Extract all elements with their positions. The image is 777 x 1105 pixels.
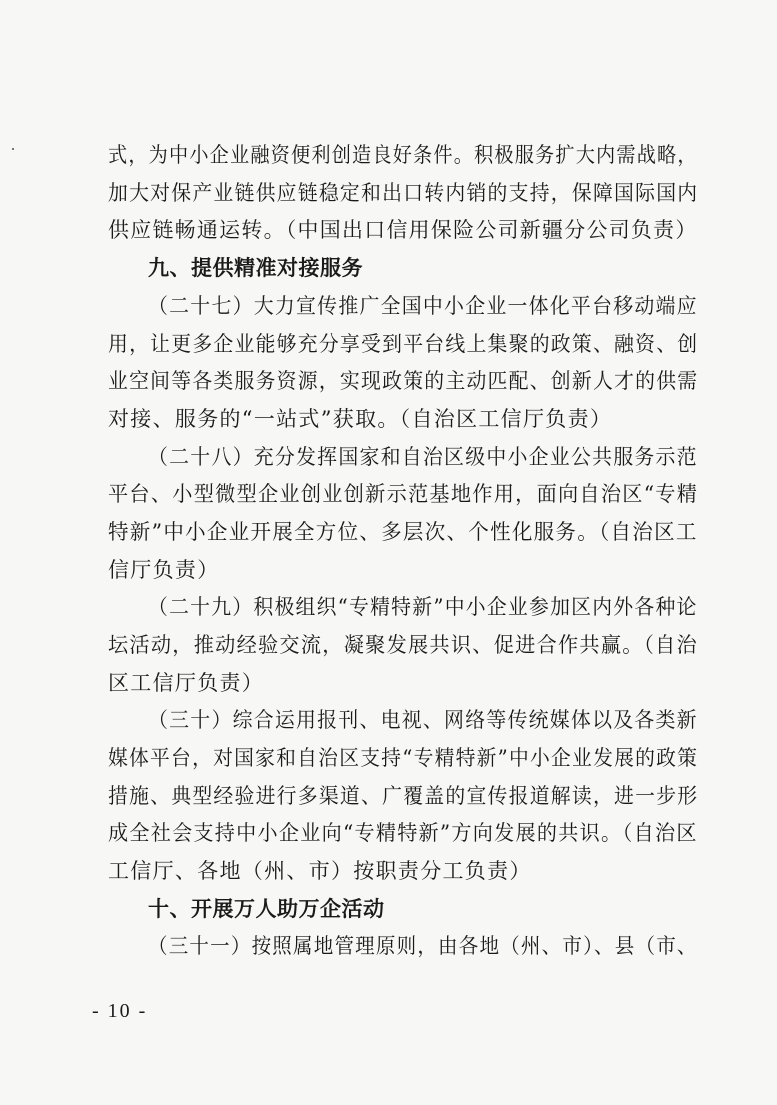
- body-line: 信厅负责）: [108, 558, 220, 582]
- body-line: 用，让更多企业能够充分享受到平台线上集聚的政策、融资、创: [108, 332, 699, 356]
- body-line: 平台、小型微型企业创业创新示范基地作用，面向自治区“专精: [108, 482, 699, 506]
- body-line: 加大对保产业链供应链稳定和出口转内销的支持，保障国际国内: [108, 181, 699, 205]
- page-number: - 10 -: [92, 1000, 148, 1022]
- body-line: 坛活动，推动经验交流，凝聚发展共识、促进合作共赢。（自治: [108, 633, 698, 657]
- body-line: 特新”中小企业开展全方位、多层次、个性化服务。（自治区工: [108, 520, 698, 544]
- body-line: 对接、服务的“一站式”获取。（自治区工信厅负责）: [108, 407, 613, 431]
- body-line: 区工信厅负责）: [108, 671, 265, 695]
- body-line: （二十八）充分发挥国家和自治区级中小企业公共服务示范: [148, 445, 698, 469]
- scan-dot: [12, 148, 14, 150]
- body-line: 式，为中小企业融资便利创造良好条件。积极服务扩大内需战略，: [108, 143, 698, 167]
- body-line: （二十九）积极组织“专精特新”中小企业参加区内外各种论: [148, 595, 698, 619]
- body-line: （三十一）按照属地管理原则，由各地（州、市）、县（市、: [148, 934, 698, 958]
- body-line: （三十）综合运用报刊、电视、网络等传统媒体以及各类新: [148, 708, 698, 732]
- section-heading-10: 十、开展万人助万企活动: [148, 897, 385, 921]
- section-heading-9: 九、提供精准对接服务: [148, 256, 363, 280]
- body-line: 供应链畅通运转。（中国出口信用保险公司新疆分公司负责）: [108, 218, 698, 242]
- body-line: 业空间等各类服务资源，实现政策的主动匹配、创新人才的供需: [108, 369, 699, 393]
- body-line: 成全社会支持中小企业向“专精特新”方向发展的共识。（自治区: [108, 821, 698, 845]
- body-line: 工信厅、各地（州、市）按职责分工负责）: [108, 859, 532, 883]
- body-line: （二十七）大力宣传推广全国中小企业一体化平台移动端应: [148, 294, 698, 318]
- body-line: 媒体平台，对国家和自治区支持“专精特新”中小企业发展的政策: [108, 746, 699, 770]
- body-line: 措施、典型经验进行多渠道、广覆盖的宣传报道解读，进一步形: [108, 784, 699, 808]
